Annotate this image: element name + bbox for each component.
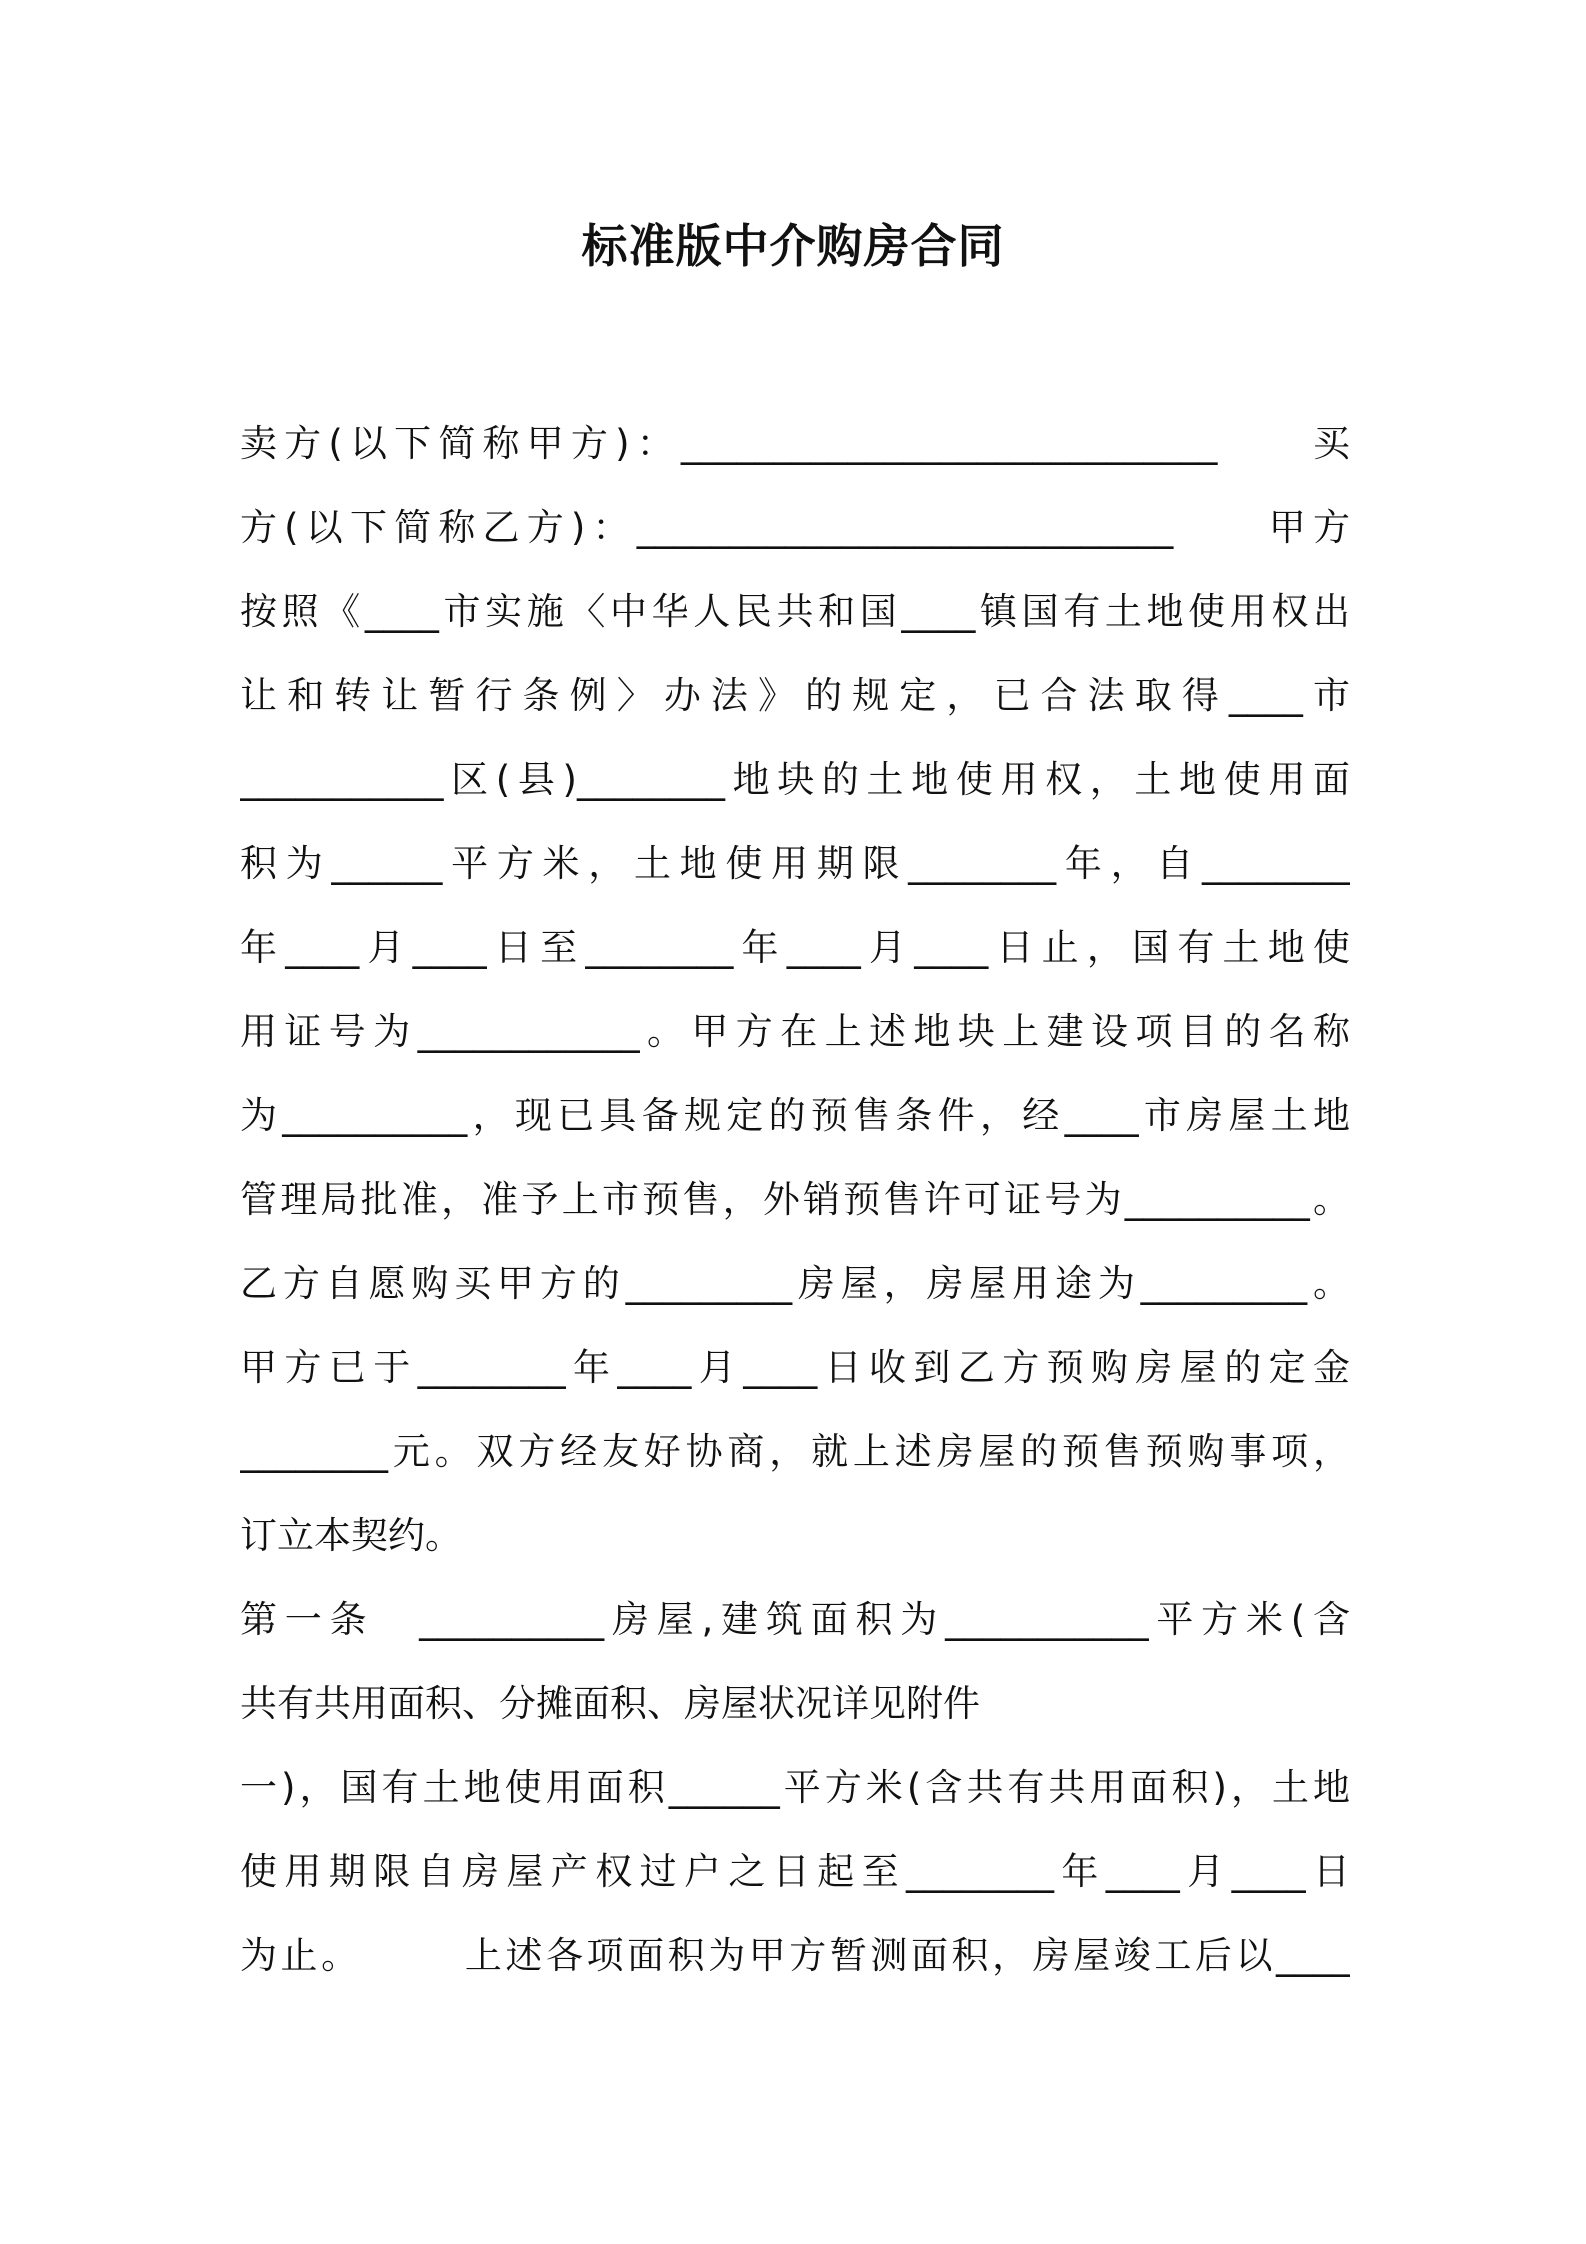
paragraph-line: 乙方自愿购买甲方的_________房屋，房屋用途为_________。: [240, 1262, 1350, 1305]
article-line: 使用期限自房屋产权过户之日起至________年____月____日: [240, 1850, 1350, 1893]
paragraph-line: 按照《____市实施〈中华人民共和国____镇国有土地使用权出: [240, 590, 1350, 633]
document-body: [240, 402, 1350, 1998]
paragraph-line: 管理局批准，准予上市预售，外销预售许可证号为__________。: [240, 1178, 1350, 1221]
paragraph-line: 让和转让暂行条例〉办法》的规定，已合法取得____市: [240, 674, 1350, 717]
paragraph-line: 用证号为____________。甲方在上述地块上建设项目的名称: [240, 1010, 1350, 1053]
paragraph-line: 为__________，现已具备规定的预售条件，经____市房屋土地: [240, 1094, 1350, 1137]
paragraph-line: ________元。双方经友好协商，就上述房屋的预售预购事项，: [240, 1430, 1350, 1473]
paragraph-line: 积为______平方米，土地使用期限________年，自________: [240, 842, 1350, 885]
document-title: 标准版中介购房合同: [581, 219, 1005, 273]
article-line: 共有共用面积、分摊面积、房屋状况详见附件: [240, 1682, 980, 1725]
article-line: 第一条 __________房屋,建筑面积为___________平方米(含: [240, 1598, 1350, 1641]
paragraph-line: 方(以下简称乙方)：_____________________________ 甲方: [240, 506, 1350, 549]
paragraph-line: 订立本契约。: [240, 1514, 462, 1557]
paragraph-line: 甲方已于________年____月____日收到乙方预购房屋的定金: [240, 1346, 1350, 1389]
paragraph-line: 年____月____日至________年____月____日止，国有土地使: [240, 926, 1350, 969]
article-line: 一)，国有土地使用面积______平方米(含共有共用面积)，土地: [240, 1766, 1350, 1809]
paragraph-line: ___________区(县)________地块的土地使用权，土地使用面: [240, 758, 1350, 801]
article-line: 为止。 上述各项面积为甲方暂测面积，房屋竣工后以____: [240, 1934, 1350, 1977]
paragraph-line: 卖方(以下简称甲方)：_____________________________ 买: [240, 422, 1350, 465]
